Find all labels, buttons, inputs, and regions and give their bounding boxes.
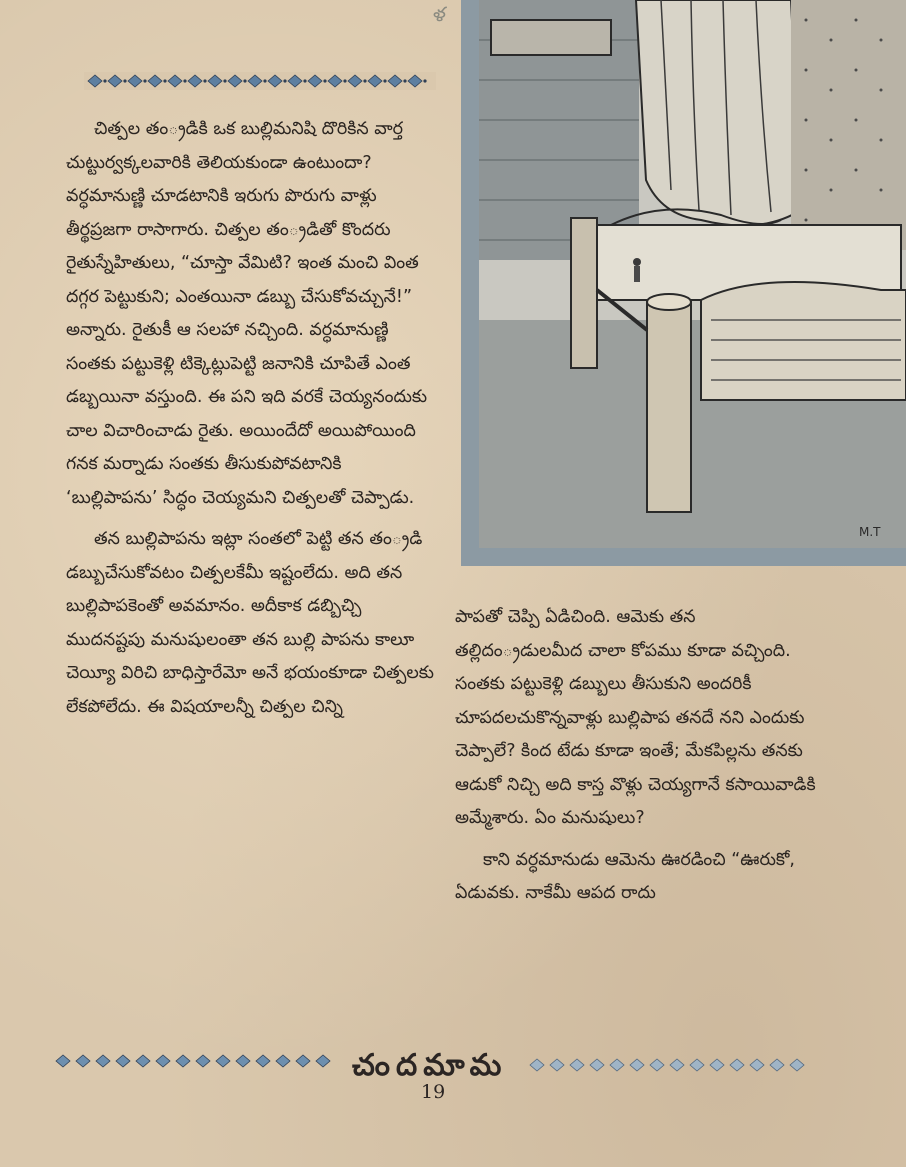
corner-mark: ళ: [433, 2, 446, 26]
page-number: 19: [421, 1081, 446, 1103]
left-paragraph-1: చిత్పల తం్రడికి ఒక బుల్లిమనిషి దొరికిన వార్త చుట్టుర్వక్కలవారికి తెలియకుండా ఉంటుందా? వర్ధమానుణ్ణి చూడటానికి ఇరుగు పొరుగు వాళ్లు తీర్థప్రజగా రాసాగారు. చిత్పల తం్రడితో కొందరు రైతుస్నేహితులు, “చూస్తా వేమిటి? ఇంత మంచి వింత దగ్గర పెట్టుకుని; ఎంతయినా డబ్బు చేసుకోవచ్చునే!” అన్నారు. రైతుకీ ఆ సలహా నచ్చింది. వర్ధమానుణ్ణి సంతకు పట్టుకెళ్లి టిక్కెట్లుపెట్టి జనానికి చూపితే ఎంత డబ్బయినా వస్తుంది. ఈ పని ఇది వరకే చెయ్యనందుకు చాల విచారించాడు రైతు. అయిందేదో అయిపోయింది గనక మర్నాడు సంతకు తీసుకుపోవటానికి ‘బుల్లిపాపను’ సిద్ధం చెయ్యమని చిత్పలతో చెప్పాడు.: [66, 119, 428, 508]
left-paragraph-2: తన బుల్లిపాపను ఇట్లా సంతలో పెట్టి తన తం్రడి డబ్బుచేసుకోవటం చిత్పలకేమీ ఇష్టంలేదు. అది తన బుల్లిపాపకెంతో అవమానం. అదీకాక డబ్బిచ్చి ముదనష్టపు మనుషులంతా తన బుల్లి పాపను కాలూ చెయ్యీ విరిచి బాధిస్తారేమో అనే భయంకూడా చిత్పలకు లేకపోలేదు. ఈ విషయాలన్నీ చిత్పల చిన్ని: [66, 529, 434, 717]
left-column: [66, 113, 438, 724]
magazine-name: చందమామ: [352, 1048, 508, 1083]
footer-border-left: [54, 1053, 334, 1069]
illustration-signature: M.T: [859, 525, 881, 539]
right-paragraph-1: పాపతో చెప్పి ఏడిచింది. ఆమెకు తన తల్లిదం్రడులమీద చాలా కోపము కూడా వచ్చింది. సంతకు పట్టుకెళ్లి డబ్బులు తీసుకుని అందరికీ చూపదలచుకొన్నవాళ్లు బుల్లిపాప తనదే నని ఎందుకు చెప్పాలే? కింద టేడు కూడా ఇంతే; మేకపిల్లను తనకు ఆడుకో నిచ్చి అది కాస్త వొళ్లు చెయ్యగానే కసాయివాడికి అమ్మేశారు. ఏం మనుషులు?: [455, 607, 816, 828]
footer-border-right: [528, 1057, 816, 1073]
story-illustration: [461, 0, 906, 566]
top-decorative-border: [84, 72, 436, 90]
right-paragraph-2: కాని వర్ధమానుడు ఆమెను ఊరడించి “ఊరుకో, ఏడువకు. నాకేమీ ఆపద రాదు: [455, 849, 795, 903]
right-column: [455, 601, 827, 911]
